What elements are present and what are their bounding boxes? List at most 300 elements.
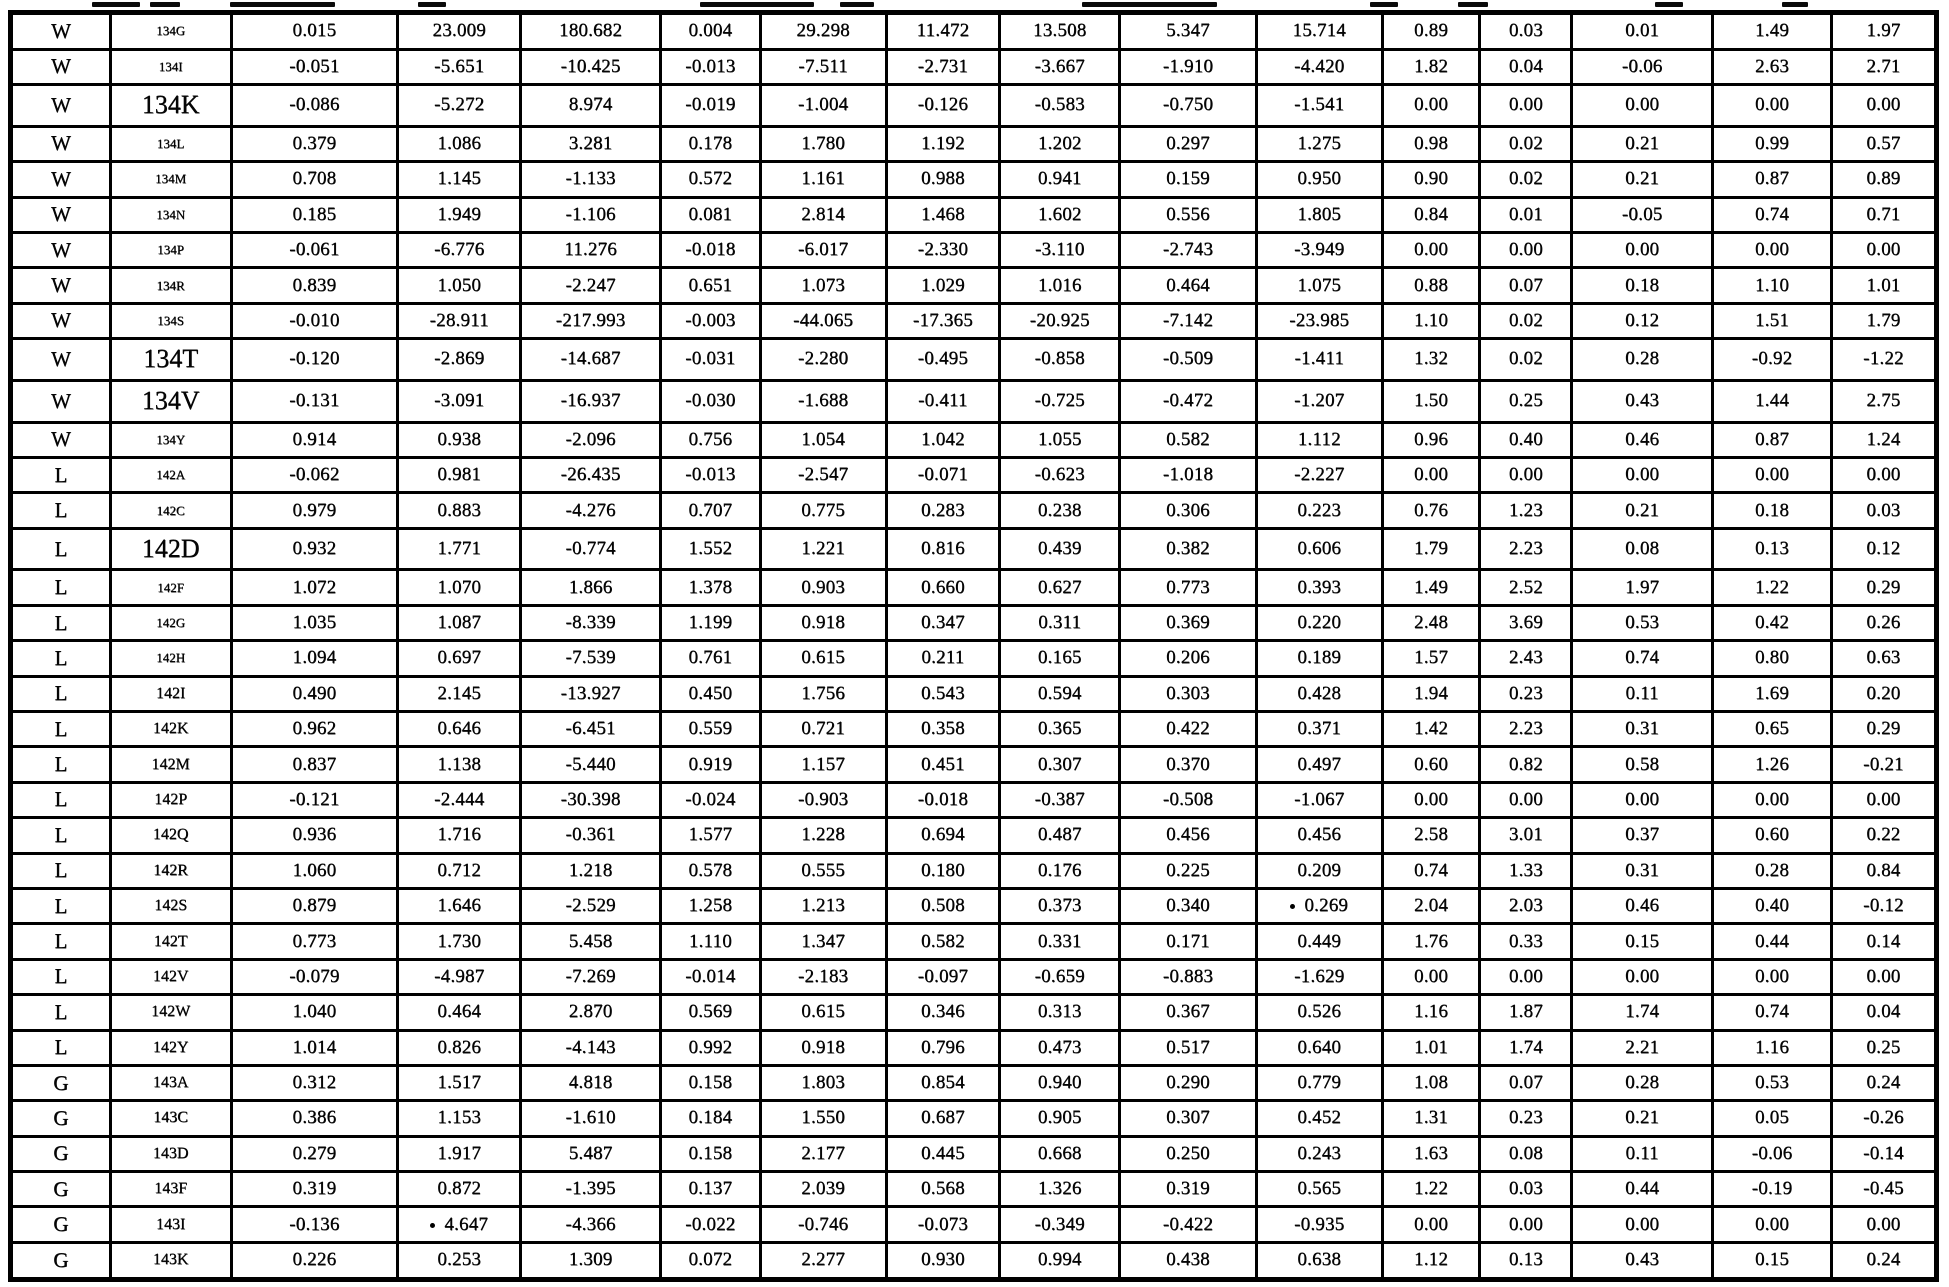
value-cell: 0.697 xyxy=(398,641,521,676)
value-cell: -0.623 xyxy=(1000,457,1120,492)
value-cell: -0.126 xyxy=(886,85,1000,127)
value-cell: 1.33 xyxy=(1480,853,1572,888)
value-cell: -10.425 xyxy=(521,49,661,84)
scan-edge-mark xyxy=(1082,2,1217,7)
value-cell: 0.29 xyxy=(1831,712,1936,747)
value-cell: -0.120 xyxy=(231,339,398,381)
value-cell: 0.250 xyxy=(1120,1136,1257,1171)
value-cell: 0.358 xyxy=(886,712,1000,747)
group-letter-cell: L xyxy=(11,712,111,747)
table-row xyxy=(11,303,1937,338)
value-cell: 0.84 xyxy=(1831,853,1936,888)
value-cell: 0.28 xyxy=(1572,1065,1713,1100)
table-row xyxy=(11,1172,1937,1207)
value-cell: 3.01 xyxy=(1480,818,1572,853)
value-cell: 4.818 xyxy=(521,1065,661,1100)
table-row xyxy=(11,268,1937,303)
value-cell: -2.743 xyxy=(1120,232,1257,267)
value-cell: 1.12 xyxy=(1382,1242,1480,1279)
value-cell: -0.024 xyxy=(660,782,760,817)
code-cell: 143D xyxy=(110,1136,231,1171)
value-cell: 0.80 xyxy=(1713,641,1832,676)
scan-edge-mark xyxy=(92,2,140,7)
value-cell: -8.339 xyxy=(521,605,661,640)
value-cell: 0.773 xyxy=(231,924,398,959)
value-cell: -1.067 xyxy=(1256,782,1382,817)
value-cell: 0.08 xyxy=(1480,1136,1572,1171)
value-cell: -0.079 xyxy=(231,959,398,994)
value-cell: 0.283 xyxy=(886,493,1000,528)
value-cell: -6.451 xyxy=(521,712,661,747)
value-cell: -1.910 xyxy=(1120,49,1257,84)
value-cell: 0.556 xyxy=(1120,197,1257,232)
value-cell: 0.456 xyxy=(1120,818,1257,853)
table-row xyxy=(11,13,1937,50)
value-cell: 0.00 xyxy=(1382,959,1480,994)
value-cell: 0.87 xyxy=(1713,422,1832,457)
value-cell: 0.00 xyxy=(1382,782,1480,817)
value-cell: 0.386 xyxy=(231,1101,398,1136)
code-cell: 142Q xyxy=(110,818,231,853)
value-cell: -26.435 xyxy=(521,457,661,492)
value-cell: 0.464 xyxy=(398,995,521,1030)
value-cell: 0.00 xyxy=(1713,85,1832,127)
value-cell: -0.858 xyxy=(1000,339,1120,381)
value-cell: -0.45 xyxy=(1831,1172,1936,1207)
value-cell: 0.347 xyxy=(886,605,1000,640)
value-cell: 0.63 xyxy=(1831,641,1936,676)
value-cell: 1.552 xyxy=(660,528,760,570)
value-cell: 0.65 xyxy=(1713,712,1832,747)
value-cell: 0.180 xyxy=(886,853,1000,888)
value-cell: 2.870 xyxy=(521,995,661,1030)
value-cell: 0.00 xyxy=(1572,782,1713,817)
value-cell: -0.003 xyxy=(660,303,760,338)
value-cell: 2.814 xyxy=(760,197,886,232)
value-cell: 0.543 xyxy=(886,676,1000,711)
value-cell: 0.00 xyxy=(1382,1207,1480,1242)
value-cell: -3.091 xyxy=(398,380,521,422)
scan-stray-dot xyxy=(1290,904,1295,909)
value-cell: 0.903 xyxy=(760,570,886,605)
value-cell: 2.71 xyxy=(1831,49,1936,84)
value-cell: 1.378 xyxy=(660,570,760,605)
value-cell: -0.509 xyxy=(1120,339,1257,381)
value-cell: 0.319 xyxy=(1120,1172,1257,1207)
table-row xyxy=(11,126,1937,161)
value-cell: 0.206 xyxy=(1120,641,1257,676)
value-cell: 0.74 xyxy=(1713,995,1832,1030)
value-cell: 0.371 xyxy=(1256,712,1382,747)
value-cell: 0.71 xyxy=(1831,197,1936,232)
value-cell: -0.05 xyxy=(1572,197,1713,232)
value-cell: 1.866 xyxy=(521,570,661,605)
value-cell: 0.00 xyxy=(1382,457,1480,492)
value-cell: 0.914 xyxy=(231,422,398,457)
scan-edge-mark xyxy=(418,2,446,7)
value-cell: -0.21 xyxy=(1831,747,1936,782)
value-cell: 1.716 xyxy=(398,818,521,853)
table-row xyxy=(11,162,1937,197)
value-cell: 1.161 xyxy=(760,162,886,197)
value-cell: 2.48 xyxy=(1382,605,1480,640)
value-cell: 1.57 xyxy=(1382,641,1480,676)
value-cell: 0.25 xyxy=(1831,1030,1936,1065)
value-cell: 0.00 xyxy=(1831,782,1936,817)
value-cell: 0.445 xyxy=(886,1136,1000,1171)
value-cell: 0.930 xyxy=(886,1242,1000,1279)
table-row xyxy=(11,232,1937,267)
value-cell: 1.275 xyxy=(1256,126,1382,161)
value-cell: 0.137 xyxy=(660,1172,760,1207)
value-cell: 1.63 xyxy=(1382,1136,1480,1171)
value-cell: 0.25 xyxy=(1480,380,1572,422)
value-cell: 1.79 xyxy=(1382,528,1480,570)
value-cell: 0.21 xyxy=(1572,162,1713,197)
value-cell: 0.185 xyxy=(231,197,398,232)
value-cell: 2.23 xyxy=(1480,528,1572,570)
value-cell: 1.050 xyxy=(398,268,521,303)
value-cell: 0.31 xyxy=(1572,853,1713,888)
group-letter-cell: L xyxy=(11,818,111,853)
value-cell: 0.775 xyxy=(760,493,886,528)
value-cell: 0.176 xyxy=(1000,853,1120,888)
value-cell: 0.578 xyxy=(660,853,760,888)
value-cell: 0.46 xyxy=(1572,422,1713,457)
value-cell: 0.00 xyxy=(1831,457,1936,492)
value-cell: 0.02 xyxy=(1480,339,1572,381)
value-cell: 1.072 xyxy=(231,570,398,605)
value-cell: -0.746 xyxy=(760,1207,886,1242)
table-row xyxy=(11,712,1937,747)
value-cell: -1.106 xyxy=(521,197,661,232)
value-cell: 0.60 xyxy=(1713,818,1832,853)
value-cell: 0.03 xyxy=(1480,13,1572,50)
value-cell: -20.925 xyxy=(1000,303,1120,338)
value-cell: 2.23 xyxy=(1480,712,1572,747)
value-cell: 1.16 xyxy=(1713,1030,1832,1065)
value-cell: 5.458 xyxy=(521,924,661,959)
value-cell: 1.08 xyxy=(1382,1065,1480,1100)
value-cell: 0.24 xyxy=(1831,1065,1936,1100)
value-cell: 0.00 xyxy=(1713,959,1832,994)
value-cell: 1.31 xyxy=(1382,1101,1480,1136)
table-row xyxy=(11,1065,1937,1100)
value-cell: 0.919 xyxy=(660,747,760,782)
code-cell: 134T xyxy=(110,339,231,381)
value-cell: 0.569 xyxy=(660,995,760,1030)
value-cell: -0.583 xyxy=(1000,85,1120,127)
value-cell: 0.178 xyxy=(660,126,760,161)
value-cell: 1.073 xyxy=(760,268,886,303)
table-row xyxy=(11,1136,1937,1171)
code-cell: 142F xyxy=(110,570,231,605)
value-cell: 0.651 xyxy=(660,268,760,303)
code-cell: 134K xyxy=(110,85,231,127)
table-row xyxy=(11,853,1937,888)
group-letter-cell: L xyxy=(11,570,111,605)
table-row xyxy=(11,197,1937,232)
value-cell: 0.369 xyxy=(1120,605,1257,640)
value-cell: 0.582 xyxy=(1120,422,1257,457)
value-cell: 0.00 xyxy=(1572,85,1713,127)
value-cell: 0.184 xyxy=(660,1101,760,1136)
value-cell: -0.883 xyxy=(1120,959,1257,994)
value-cell: 0.456 xyxy=(1256,818,1382,853)
value-cell: 1.01 xyxy=(1831,268,1936,303)
value-cell: -1.629 xyxy=(1256,959,1382,994)
value-cell: 2.04 xyxy=(1382,888,1480,923)
value-cell: -1.610 xyxy=(521,1101,661,1136)
value-cell: 0.00 xyxy=(1480,85,1572,127)
value-cell: 1.97 xyxy=(1831,13,1936,50)
value-cell: 0.707 xyxy=(660,493,760,528)
value-cell: 0.58 xyxy=(1572,747,1713,782)
value-cell: 0.225 xyxy=(1120,853,1257,888)
value-cell: 1.054 xyxy=(760,422,886,457)
code-cell: 142K xyxy=(110,712,231,747)
value-cell: 0.00 xyxy=(1480,782,1572,817)
value-cell: 0.00 xyxy=(1713,782,1832,817)
value-cell: 0.879 xyxy=(231,888,398,923)
value-cell: -3.667 xyxy=(1000,49,1120,84)
value-cell: 0.00 xyxy=(1382,85,1480,127)
value-cell: 1.221 xyxy=(760,528,886,570)
value-cell: 0.53 xyxy=(1713,1065,1832,1100)
value-cell: 1.97 xyxy=(1572,570,1713,605)
value-cell: 0.779 xyxy=(1256,1065,1382,1100)
code-cell: 134I xyxy=(110,49,231,84)
value-cell: 0.171 xyxy=(1120,924,1257,959)
value-cell: 0.756 xyxy=(660,422,760,457)
table-row xyxy=(11,422,1937,457)
group-letter-cell: G xyxy=(11,1065,111,1100)
value-cell: -0.031 xyxy=(660,339,760,381)
value-cell: -13.927 xyxy=(521,676,661,711)
value-cell: 0.74 xyxy=(1713,197,1832,232)
table-row xyxy=(11,959,1937,994)
value-cell: 2.21 xyxy=(1572,1030,1713,1065)
group-letter-cell: L xyxy=(11,995,111,1030)
table-row xyxy=(11,1207,1937,1242)
value-cell: 1.49 xyxy=(1713,13,1832,50)
code-cell: 143C xyxy=(110,1101,231,1136)
value-cell: 0.582 xyxy=(886,924,1000,959)
value-cell: -0.19 xyxy=(1713,1172,1832,1207)
value-cell: 0.918 xyxy=(760,605,886,640)
table-row xyxy=(11,528,1937,570)
value-cell: 0.773 xyxy=(1120,570,1257,605)
value-cell: -1.22 xyxy=(1831,339,1936,381)
group-letter-cell: W xyxy=(11,162,111,197)
value-cell: 0.13 xyxy=(1713,528,1832,570)
value-cell: -0.472 xyxy=(1120,380,1257,422)
value-cell: 1.780 xyxy=(760,126,886,161)
value-cell: 0.979 xyxy=(231,493,398,528)
value-cell: 0.638 xyxy=(1256,1242,1382,1279)
value-cell: 0.46 xyxy=(1572,888,1713,923)
value-cell: 0.98 xyxy=(1382,126,1480,161)
value-cell: 23.009 xyxy=(398,13,521,50)
value-cell: 0.687 xyxy=(886,1101,1000,1136)
group-letter-cell: W xyxy=(11,422,111,457)
value-cell: 11.472 xyxy=(886,13,1000,50)
value-cell: 1.157 xyxy=(760,747,886,782)
value-cell: 1.26 xyxy=(1713,747,1832,782)
value-cell: 0.03 xyxy=(1480,1172,1572,1207)
code-cell: 143I xyxy=(110,1207,231,1242)
value-cell: 0.43 xyxy=(1572,380,1713,422)
value-cell: 1.51 xyxy=(1713,303,1832,338)
value-cell: -0.774 xyxy=(521,528,661,570)
value-cell: -0.022 xyxy=(660,1207,760,1242)
value-cell: 1.74 xyxy=(1572,995,1713,1030)
value-cell: -0.06 xyxy=(1572,49,1713,84)
value-cell: -0.361 xyxy=(521,818,661,853)
value-cell: -0.071 xyxy=(886,457,1000,492)
code-cell: 142S xyxy=(110,888,231,923)
value-cell: -0.349 xyxy=(1000,1207,1120,1242)
value-cell: -0.750 xyxy=(1120,85,1257,127)
value-cell: 0.981 xyxy=(398,457,521,492)
table-row xyxy=(11,1030,1937,1065)
value-cell: 2.43 xyxy=(1480,641,1572,676)
table-row xyxy=(11,888,1937,923)
value-cell: 0.439 xyxy=(1000,528,1120,570)
value-cell: 5.347 xyxy=(1120,13,1257,50)
value-cell: 0.269 xyxy=(1256,888,1382,923)
value-cell: 1.199 xyxy=(660,605,760,640)
value-cell: -30.398 xyxy=(521,782,661,817)
value-cell: -0.013 xyxy=(660,49,760,84)
value-cell: 0.37 xyxy=(1572,818,1713,853)
table-row xyxy=(11,1101,1937,1136)
value-cell: 0.303 xyxy=(1120,676,1257,711)
value-cell: 1.76 xyxy=(1382,924,1480,959)
group-letter-cell: L xyxy=(11,676,111,711)
value-cell: 0.555 xyxy=(760,853,886,888)
table-row xyxy=(11,49,1937,84)
group-letter-cell: L xyxy=(11,1030,111,1065)
value-cell: 1.087 xyxy=(398,605,521,640)
value-cell: 0.872 xyxy=(398,1172,521,1207)
value-cell: -1.207 xyxy=(1256,380,1382,422)
value-cell: -0.659 xyxy=(1000,959,1120,994)
code-cell: 142I xyxy=(110,676,231,711)
value-cell: 0.615 xyxy=(760,641,886,676)
scan-edge-mark xyxy=(230,2,335,7)
value-cell: 0.940 xyxy=(1000,1065,1120,1100)
value-cell: 0.004 xyxy=(660,13,760,50)
value-cell: -1.004 xyxy=(760,85,886,127)
value-cell: -5.272 xyxy=(398,85,521,127)
value-cell: -17.365 xyxy=(886,303,1000,338)
table-row xyxy=(11,380,1937,422)
value-cell: -0.061 xyxy=(231,232,398,267)
scan-edge-mark xyxy=(1458,2,1488,7)
table-row xyxy=(11,641,1937,676)
value-cell: 0.994 xyxy=(1000,1242,1120,1279)
value-cell: 0.29 xyxy=(1831,570,1936,605)
value-cell: 1.042 xyxy=(886,422,1000,457)
value-cell: 0.379 xyxy=(231,126,398,161)
value-cell: 1.035 xyxy=(231,605,398,640)
value-cell: 0.08 xyxy=(1572,528,1713,570)
code-cell: 142H xyxy=(110,641,231,676)
group-letter-cell: W xyxy=(11,232,111,267)
value-cell: -5.440 xyxy=(521,747,661,782)
code-cell: 143A xyxy=(110,1065,231,1100)
scan-edge-mark xyxy=(840,2,874,7)
value-cell: -2.183 xyxy=(760,959,886,994)
value-cell: -2.444 xyxy=(398,782,521,817)
value-cell: 0.450 xyxy=(660,676,760,711)
value-cell: -3.110 xyxy=(1000,232,1120,267)
value-cell: -2.247 xyxy=(521,268,661,303)
value-cell: 0.00 xyxy=(1480,232,1572,267)
value-cell: 1.730 xyxy=(398,924,521,959)
value-cell: 0.11 xyxy=(1572,676,1713,711)
value-cell: 1.202 xyxy=(1000,126,1120,161)
value-cell: -0.073 xyxy=(886,1207,1000,1242)
scan-edge-mark xyxy=(1782,2,1808,7)
value-cell: 0.60 xyxy=(1382,747,1480,782)
code-cell: 134L xyxy=(110,126,231,161)
value-cell: 0.00 xyxy=(1480,457,1572,492)
value-cell: -0.013 xyxy=(660,457,760,492)
group-letter-cell: W xyxy=(11,126,111,161)
value-cell: 2.52 xyxy=(1480,570,1572,605)
value-cell: -0.018 xyxy=(886,782,1000,817)
value-cell: 0.74 xyxy=(1382,853,1480,888)
value-cell: -1.018 xyxy=(1120,457,1257,492)
value-cell: 0.526 xyxy=(1256,995,1382,1030)
value-cell: 1.87 xyxy=(1480,995,1572,1030)
table-row xyxy=(11,818,1937,853)
value-cell: 1.326 xyxy=(1000,1172,1120,1207)
value-cell: 0.568 xyxy=(886,1172,1000,1207)
value-cell: 0.941 xyxy=(1000,162,1120,197)
value-cell: 2.63 xyxy=(1713,49,1832,84)
value-cell: 0.53 xyxy=(1572,605,1713,640)
value-cell: 1.075 xyxy=(1256,268,1382,303)
value-cell: 0.89 xyxy=(1831,162,1936,197)
value-cell: 0.189 xyxy=(1256,641,1382,676)
value-cell: 1.016 xyxy=(1000,268,1120,303)
value-cell: -0.387 xyxy=(1000,782,1120,817)
code-cell: 143F xyxy=(110,1172,231,1207)
scan-edge-mark xyxy=(1655,2,1683,7)
value-cell: -0.086 xyxy=(231,85,398,127)
value-cell: -0.495 xyxy=(886,339,1000,381)
value-cell: 1.602 xyxy=(1000,197,1120,232)
value-cell: 0.473 xyxy=(1000,1030,1120,1065)
value-cell: 0.451 xyxy=(886,747,1000,782)
value-cell: 0.00 xyxy=(1572,959,1713,994)
value-cell: 1.577 xyxy=(660,818,760,853)
value-cell: 0.21 xyxy=(1572,126,1713,161)
value-cell: 0.517 xyxy=(1120,1030,1257,1065)
value-cell: 1.550 xyxy=(760,1101,886,1136)
value-cell: 0.42 xyxy=(1713,605,1832,640)
value-cell: 0.96 xyxy=(1382,422,1480,457)
value-cell: 1.029 xyxy=(886,268,1000,303)
group-letter-cell: L xyxy=(11,641,111,676)
group-letter-cell: W xyxy=(11,13,111,50)
value-cell: 1.74 xyxy=(1480,1030,1572,1065)
value-cell: 1.258 xyxy=(660,888,760,923)
table-row xyxy=(11,1242,1937,1279)
